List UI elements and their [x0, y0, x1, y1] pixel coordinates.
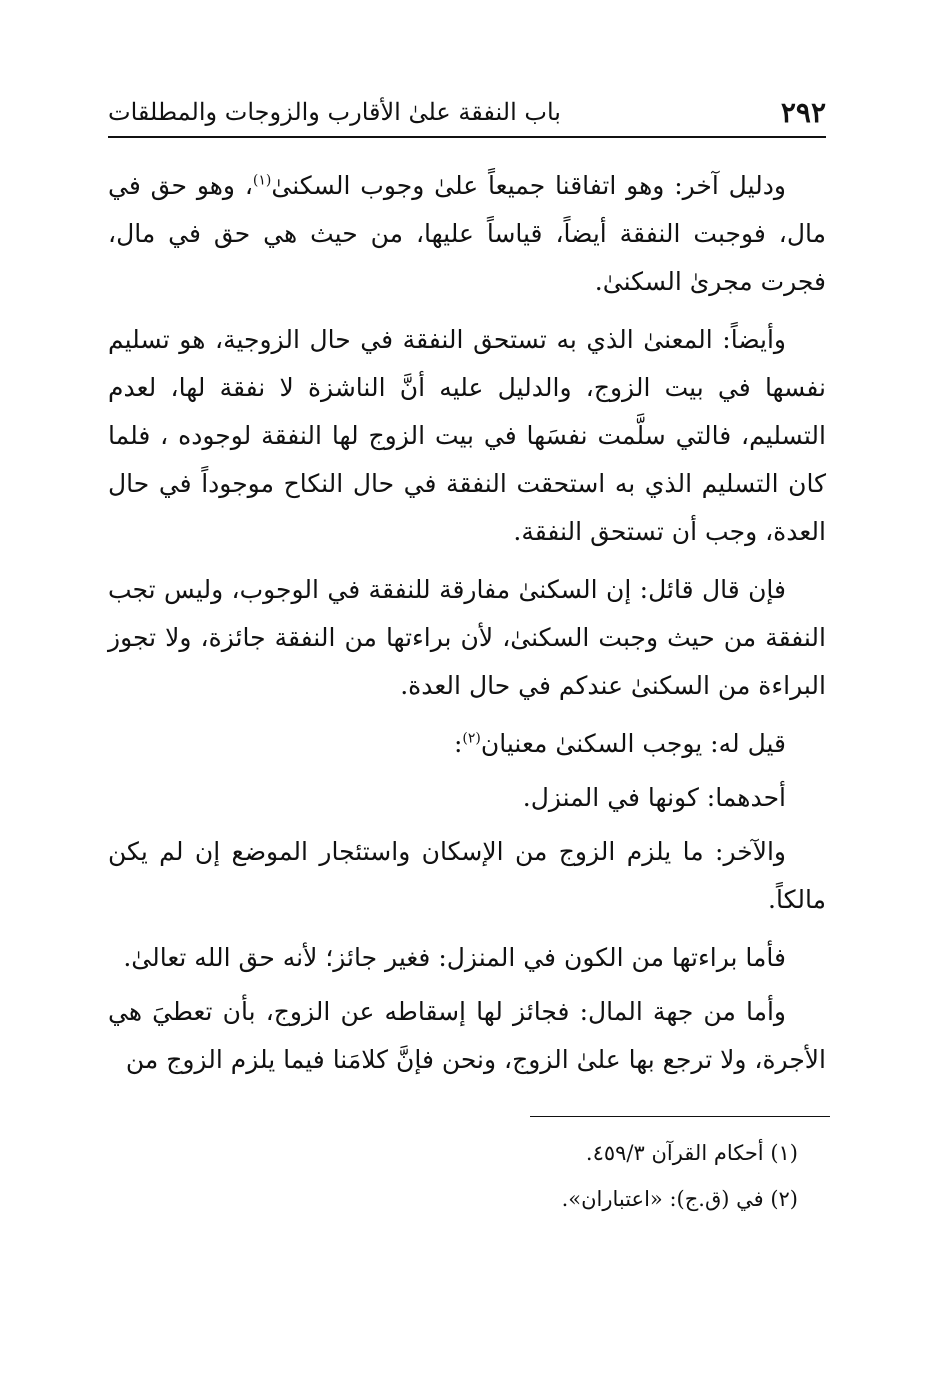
paragraph-1-text-b: ، وهو حق في مال، فوجبت النفقة أيضاً، قياساً عليها، من حيث هي حق في مال، فجرت مجرىٰ السكنىٰ.	[108, 171, 826, 296]
paragraph-6: والآخر: ما يلزم الزوج من الإسكان واستئجار الموضع إن لم يكن مالكاً.	[108, 837, 826, 914]
paragraph-4	[108, 720, 826, 768]
footnote-1: (١) أحكام القرآن ٤٥٩/٣.	[585, 1141, 798, 1165]
paragraph-3: فإن قال قائل: إن السكنىٰ مفارقة للنفقة في الوجوب، وليس تجب النفقة من حيث وجبت السكنىٰ، لأن براءتها من النفقة جائزة، ولا تجوز البراءة من السكنىٰ عندكم في حال العدة.	[108, 575, 826, 700]
paragraph-7: فأما براءتها من الكون في المنزل: فغير جائز؛ لأنه حق الله تعالىٰ.	[123, 943, 786, 972]
paragraph-8: وأما من جهة المال: فجائز لها إسقاطه عن الزوج، بأن تعطيَ هي الأجرة، ولا ترجع بها علىٰ الزوج، ونحن فإنَّ كلامَنا فيما يلزم الزوج من	[108, 997, 826, 1074]
page-header	[108, 88, 826, 138]
paragraph-4-text-a: قيل له: يوجب السكنىٰ معنيان	[480, 729, 786, 758]
running-title: باب النفقة علىٰ الأقارب والزوجات والمطلقات	[108, 98, 561, 126]
main-text	[108, 162, 826, 1094]
footnotes	[108, 1130, 798, 1222]
footnote-ref-1: (١)	[252, 172, 272, 189]
paragraph-1-text-a: ودليل آخر: وهو اتفاقنا جميعاً علىٰ وجوب السكنىٰ	[271, 171, 786, 200]
footnote-divider	[530, 1116, 830, 1117]
paragraph-2: وأيضاً: المعنىٰ الذي به تستحق النفقة في حال الزوجية، هو تسليم نفسها في بيت الزوج، والدليل عليه أنَّ الناشزة لا نفقة لها، لعدم التسليم، فالتي سلَّمت نفسَها في بيت الزوج لها النفقة لوجوده ، فلما كان التسليم الذي به استحقت النفقة في حال النكاح موجوداً في حال العدة، وجب أن تستحق النفقة.	[108, 325, 826, 546]
footnote-2: (٢) في (ق.ج): «اعتباران».	[561, 1187, 798, 1211]
paragraph-4-text-b: :	[453, 729, 463, 758]
paragraph-5: أحدهما: كونها في المنزل.	[522, 783, 786, 812]
paragraph-1	[108, 162, 826, 306]
page-number: ٢٩٢	[780, 95, 826, 129]
footnote-ref-2: (٢)	[462, 730, 481, 747]
